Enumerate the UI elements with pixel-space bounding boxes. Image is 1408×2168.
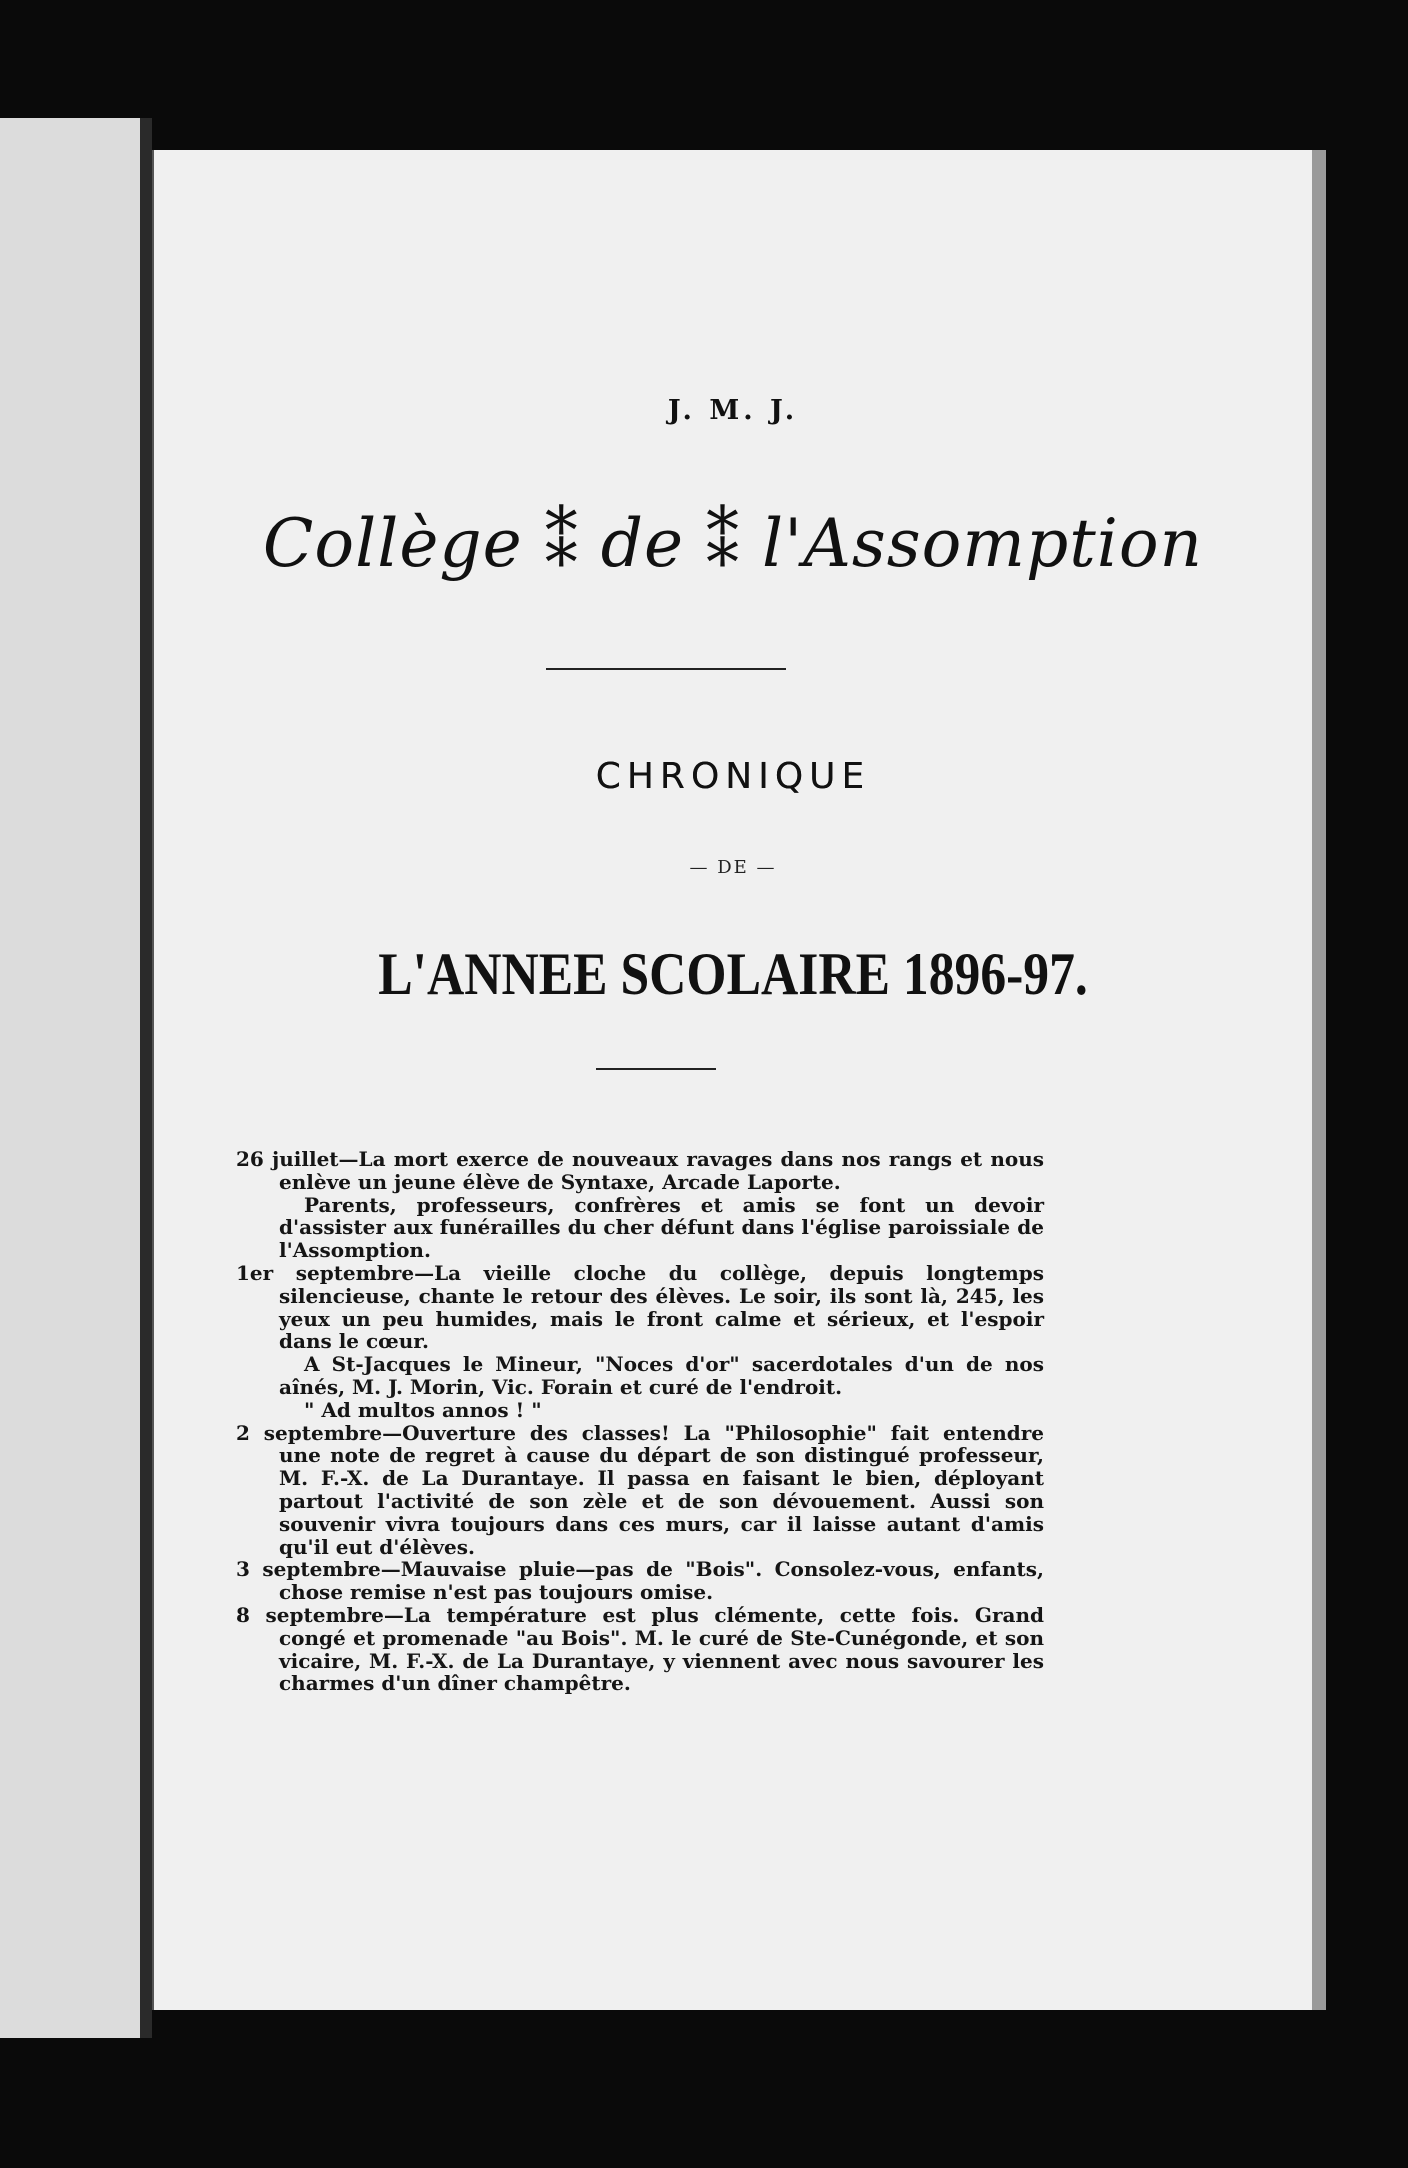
entry-quote: " Ad multos annos ! " [304,1397,542,1422]
entry-date: 26 juillet [236,1147,339,1171]
entry-paragraph: Parents, professeurs, confrères et amis se font un devoir d'assister aux funérailles du cher défunt dans l'église paroissiale de l'Assomption. [279,1192,1044,1263]
entry-paragraph: A St-Jacques le Mineur, "Noces d'or" sacerdotales d'un de nos aînés, M. J. Morin, Vic. Forain et curé de l'endroit. [279,1352,1044,1399]
section-divider [596,1068,716,1070]
title-divider [546,668,786,670]
school-year-heading: L'ANNEE SCOLAIRE 1896-97. [378,941,1088,1007]
facing-page-edge [0,118,140,2038]
entry-3-septembre [236,1558,1044,1604]
entry-text: —Mauvaise pluie—pas de "Bois". Consolez-vous, enfants, chose remise n'est pas toujours omise. [279,1557,1045,1605]
entry-text: —La température est plus clémente, cette fois. Grand congé et promenade "au Bois". M. le curé de Ste-Cunégonde, et son vicaire, M. F.-X. de La Durantaye, y viennent avec nous savourer les charmes d'un dîner champêtre. [279,1602,1045,1696]
entry-date: 3 septembre [236,1557,381,1582]
entry-date: 2 septembre [236,1420,383,1445]
entry-date: 1er septembre [236,1260,415,1285]
entry-2-septembre [236,1422,1044,1559]
entry-26-juillet [236,1148,1044,1194]
entry-1er-septembre [236,1262,1044,1353]
book-spine [140,118,152,2038]
college-title: Collège ⁑ de ⁑ l'Assomption [262,505,1204,582]
entry-text: —Ouverture des classes! La "Philosophie" fait entendre une note de regret à cause du départ de son distingué professeur, M. F.-X. de La Durantaye. Il passa en faisant le bien, déployant partout l'activité de son zèle et de son dévouement. Aussi son souvenir vivra toujours dans ces murs, car il laisse autant d'amis qu'il eut d'élèves. [279,1420,1044,1559]
entry-date: 8 septembre [236,1602,384,1627]
de-subheading: — DE — [689,857,777,878]
chronicle-entries [236,1148,1044,1695]
page-edge-right [1310,150,1326,2010]
chronique-heading: CHRONIQUE [595,756,871,797]
header-initials: J. M. J. [667,395,799,426]
entry-text: —La mort exerce de nouveaux ravages dans nos rangs et nous enlève un jeune élève de Syntaxe, Arcade Laporte. [279,1147,1045,1194]
entry-8-septembre [236,1604,1044,1695]
entry-text: —La vieille cloche du collège, depuis longtemps silencieuse, chante le retour des élèves. Le soir, ils sont là, 245, les yeux un peu humides, mais le front calme et sérieux, et l'espoir dans le cœur. [279,1260,1044,1354]
document-page [152,150,1312,2010]
